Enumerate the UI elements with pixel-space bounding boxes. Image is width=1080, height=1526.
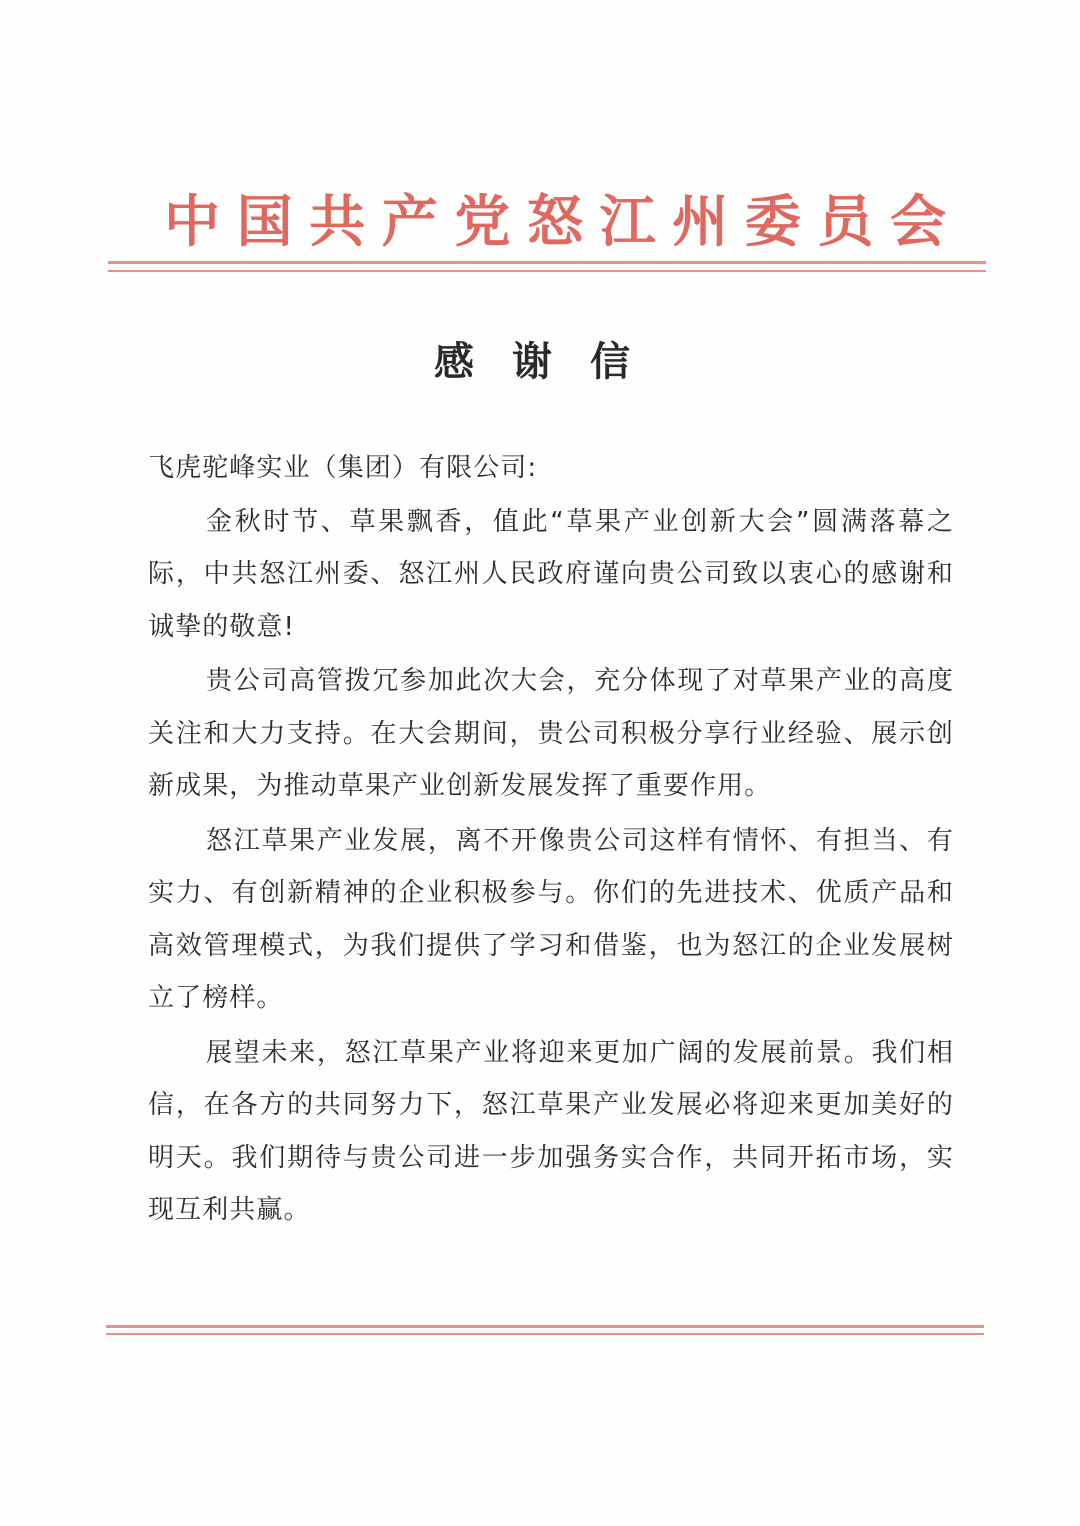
paragraph: 展望未来，怒江草果产业将迎来更加广阔的发展前景。我们相信，在各方的共同努力下，怒江草果产业发展必将迎来更加美好的明天。我们期待与贵公司进一步加强务实合作，共同开拓市场，实现互利共赢。 [148, 1037, 954, 1225]
paragraph: 贵公司高管拨冗参加此次大会，充分体现了对草果产业的高度关注和大力支持。在大会期间，贵公司积极分享行业经验、展示创新成果，为推动草果产业创新发展发挥了重要作用。 [148, 666, 954, 801]
letterhead-char: 江 [599, 189, 656, 255]
footer-rule-thin [106, 1333, 984, 1335]
letter-body [148, 442, 954, 1237]
letterhead-rule-thick [108, 261, 986, 264]
letterhead-char: 怒 [526, 189, 583, 255]
document-title: 感谢信 [434, 338, 668, 385]
letterhead-char: 员 [817, 189, 874, 255]
letterhead-rule-thin [108, 270, 986, 272]
letterhead-char: 产 [381, 189, 438, 255]
paragraph: 金秋时节、草果飘香，值此“草果产业创新大会”圆满落幕之际，中共怒江州委、怒江州人民政府谨向贵公司致以衷心的感谢和诚挚的敬意! [148, 506, 954, 642]
letterhead-title [108, 182, 986, 262]
footer-rule-thick [106, 1325, 984, 1328]
letterhead-char: 委 [744, 189, 801, 255]
salutation: 飞虎驼峰实业（集团）有限公司: [148, 453, 538, 483]
letterhead-char: 中 [164, 189, 220, 255]
letterhead-char: 国 [236, 189, 293, 255]
letterhead-char: 党 [454, 189, 511, 255]
letterhead-char: 会 [889, 189, 946, 255]
letterhead-char: 州 [672, 189, 729, 255]
letterhead-char: 共 [309, 189, 366, 255]
paragraph: 怒江草果产业发展，离不开像贵公司这样有情怀、有担当、有实力、有创新精神的企业积极参与。你们的先进技术、优质产品和高效管理模式，为我们提供了学习和借鉴，也为怒江的企业发展树立了榜样。 [148, 825, 954, 1013]
